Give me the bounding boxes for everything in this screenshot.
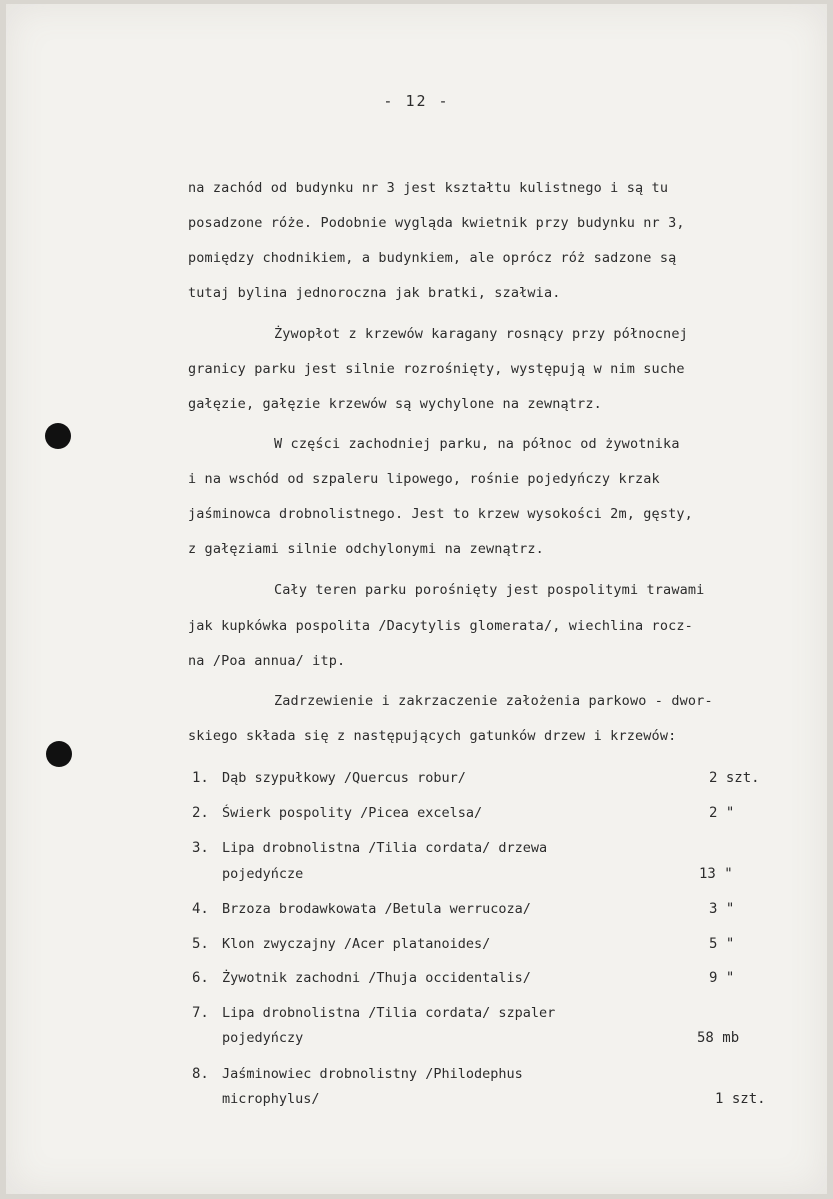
document-page: [6, 4, 827, 1194]
text-line: granicy parku jest silnie rozrośnięty, występują w nim suche: [188, 361, 685, 377]
text-line: Zadrzewienie i zakrzaczenie założenia parkowo - dwor-: [274, 693, 713, 709]
list-item-text: Dąb szypułkowy /Quercus robur/: [222, 770, 466, 786]
page-number: - 12 -: [383, 92, 450, 110]
list-item-text: pojedyńczy: [222, 1030, 304, 1046]
list-item-number: 6.: [192, 970, 209, 986]
list-item-quantity: 58 mb: [697, 1030, 740, 1046]
list-item-text: Żywotnik zachodni /Thuja occidentalis/: [222, 970, 531, 986]
text-line: pomiędzy chodnikiem, a budynkiem, ale oprócz róż sadzone są: [188, 250, 677, 266]
list-item-quantity: 9 ": [709, 970, 735, 986]
list-item-number: 8.: [192, 1066, 209, 1082]
text-line: i na wschód od szpaleru lipowego, rośnie pojedyńczy krzak: [188, 471, 660, 487]
list-item-text: Lipa drobnolistna /Tilia cordata/ szpaler: [222, 1005, 556, 1021]
list-item-quantity: 1 szt.: [715, 1091, 766, 1107]
list-item-text: Jaśminowiec drobnolistny /Philodephus: [222, 1066, 523, 1082]
list-item-text: Świerk pospolity /Picea excelsa/: [222, 805, 483, 821]
list-item-number: 1.: [192, 770, 209, 786]
text-line: skiego składa się z następujących gatunków drzew i krzewów:: [188, 728, 677, 744]
text-line: tutaj bylina jednoroczna jak bratki, szałwia.: [188, 285, 561, 301]
text-line: W części zachodniej parku, na północ od żywotnika: [274, 436, 680, 452]
list-item-quantity: 3 ": [709, 901, 735, 917]
text-line: z gałęziami silnie odchylonymi na zewnątrz.: [188, 541, 544, 557]
list-item-number: 3.: [192, 840, 209, 856]
text-line: posadzone róże. Podobnie wygląda kwietnik przy budynku nr 3,: [188, 215, 685, 231]
text-line: na zachód od budynku nr 3 jest kształtu kulistnego i są tu: [188, 180, 669, 196]
list-item-text: Lipa drobnolistna /Tilia cordata/ drzewa: [222, 840, 548, 856]
list-item-text: Brzoza brodawkowata /Betula werrucoza/: [222, 901, 531, 917]
list-item-number: 4.: [192, 901, 209, 917]
text-line: na /Poa annua/ itp.: [188, 653, 346, 669]
list-item-quantity: 13 ": [699, 866, 733, 882]
list-item-number: 5.: [192, 936, 209, 952]
list-item-quantity: 5 ": [709, 936, 735, 952]
text-line: Żywopłot z krzewów karagany rosnący przy północnej: [274, 326, 688, 342]
text-line: jaśminowca drobnolistnego. Jest to krzew wysokości 2m, gęsty,: [188, 506, 693, 522]
punch-hole-bottom: [46, 741, 72, 767]
list-item-text: microphylus/: [222, 1091, 320, 1107]
text-line: gałęzie, gałęzie krzewów są wychylone na zewnątrz.: [188, 396, 602, 412]
list-item-quantity: 2 ": [709, 805, 735, 821]
list-item-text: Klon zwyczajny /Acer platanoides/: [222, 936, 491, 952]
list-item-number: 2.: [192, 805, 209, 821]
punch-hole-top: [45, 423, 71, 449]
text-line: Cały teren parku porośnięty jest pospolitymi trawami: [274, 582, 705, 598]
list-item-text: pojedyńcze: [222, 866, 304, 882]
list-item-quantity: 2 szt.: [709, 770, 760, 786]
text-line: jak kupkówka pospolita /Dacytylis glomerata/, wiechlina rocz-: [188, 618, 693, 634]
list-item-number: 7.: [192, 1005, 209, 1021]
